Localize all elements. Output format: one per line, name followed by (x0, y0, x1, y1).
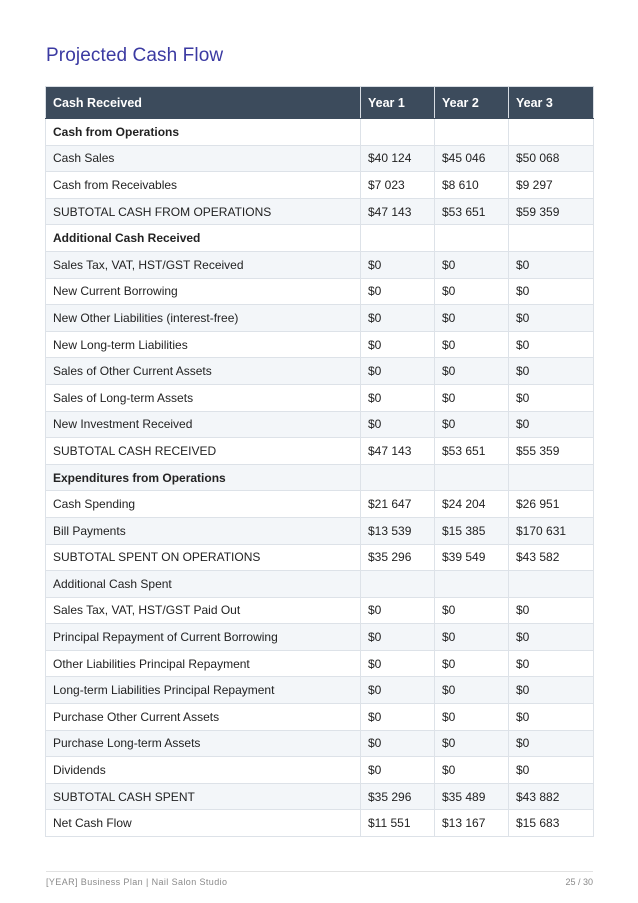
cell-year-2 (435, 571, 509, 598)
column-header-year-2: Year 2 (435, 87, 509, 119)
row-label: SUBTOTAL CASH RECEIVED (46, 438, 361, 465)
row-label: Cash from Receivables (46, 172, 361, 199)
cell-year-1: $35 296 (361, 544, 435, 571)
cell-year-3: $55 359 (509, 438, 594, 465)
table-row (46, 198, 594, 225)
cell-year-2: $8 610 (435, 172, 509, 199)
cell-year-3: $43 882 (509, 783, 594, 810)
row-label: Sales of Long-term Assets (46, 384, 361, 411)
row-label: Other Liabilities Principal Repayment (46, 650, 361, 677)
cell-year-1: $0 (361, 624, 435, 651)
table-row (46, 278, 594, 305)
cell-year-3 (509, 571, 594, 598)
cell-year-1 (361, 119, 435, 146)
cell-year-3 (509, 225, 594, 252)
cell-year-1: $47 143 (361, 438, 435, 465)
cell-year-1 (361, 225, 435, 252)
column-header-cash-received: Cash Received (46, 87, 361, 119)
cell-year-3: $0 (509, 278, 594, 305)
cell-year-1: $0 (361, 597, 435, 624)
cell-year-1: $0 (361, 650, 435, 677)
cell-year-1 (361, 464, 435, 491)
footer-page-number: 25 / 30 (565, 877, 593, 887)
cell-year-1: $0 (361, 757, 435, 784)
cell-year-1: $0 (361, 305, 435, 332)
cell-year-2: $0 (435, 597, 509, 624)
cell-year-3 (509, 464, 594, 491)
row-label: Additional Cash Received (46, 225, 361, 252)
table-row (46, 411, 594, 438)
cell-year-3 (509, 119, 594, 146)
cell-year-2: $0 (435, 650, 509, 677)
cell-year-3: $170 631 (509, 517, 594, 544)
cash-flow-table (45, 86, 594, 837)
row-label: Dividends (46, 757, 361, 784)
row-label: Sales Tax, VAT, HST/GST Paid Out (46, 597, 361, 624)
row-label: New Other Liabilities (interest-free) (46, 305, 361, 332)
table-row (46, 783, 594, 810)
cell-year-1: $0 (361, 358, 435, 385)
cell-year-2: $0 (435, 278, 509, 305)
table-row (46, 305, 594, 332)
cell-year-1: $13 539 (361, 517, 435, 544)
table-row (46, 119, 594, 146)
cell-year-3: $15 683 (509, 810, 594, 837)
row-label: Sales Tax, VAT, HST/GST Received (46, 251, 361, 278)
row-label: Purchase Other Current Assets (46, 704, 361, 731)
row-label: Cash Sales (46, 145, 361, 172)
cell-year-3: $0 (509, 305, 594, 332)
page-footer (46, 871, 593, 887)
cell-year-3: $0 (509, 757, 594, 784)
cell-year-1: $40 124 (361, 145, 435, 172)
table-row (46, 464, 594, 491)
cell-year-2: $0 (435, 730, 509, 757)
cell-year-3: $50 068 (509, 145, 594, 172)
table-row (46, 677, 594, 704)
table-row (46, 358, 594, 385)
table-row (46, 624, 594, 651)
cell-year-2: $0 (435, 358, 509, 385)
row-label: Sales of Other Current Assets (46, 358, 361, 385)
cell-year-2: $53 651 (435, 198, 509, 225)
cell-year-3: $0 (509, 624, 594, 651)
row-label: Bill Payments (46, 517, 361, 544)
cell-year-2: $0 (435, 677, 509, 704)
cell-year-2: $0 (435, 757, 509, 784)
table-row (46, 172, 594, 199)
table-row (46, 438, 594, 465)
row-label: Net Cash Flow (46, 810, 361, 837)
table-header (46, 87, 594, 119)
cell-year-2: $24 204 (435, 491, 509, 518)
table-row (46, 571, 594, 598)
row-label: Long-term Liabilities Principal Repayment (46, 677, 361, 704)
table-row (46, 544, 594, 571)
cell-year-1 (361, 571, 435, 598)
cell-year-2: $15 385 (435, 517, 509, 544)
cell-year-1: $0 (361, 251, 435, 278)
row-label: Additional Cash Spent (46, 571, 361, 598)
cell-year-2: $0 (435, 331, 509, 358)
header-row (46, 87, 594, 119)
cell-year-3: $0 (509, 650, 594, 677)
cell-year-2: $13 167 (435, 810, 509, 837)
cell-year-2: $0 (435, 704, 509, 731)
table-row (46, 331, 594, 358)
row-label: SUBTOTAL CASH SPENT (46, 783, 361, 810)
cell-year-2 (435, 225, 509, 252)
cell-year-3: $59 359 (509, 198, 594, 225)
cell-year-1: $0 (361, 331, 435, 358)
cell-year-3: $0 (509, 384, 594, 411)
cell-year-1: $0 (361, 411, 435, 438)
row-label: Purchase Long-term Assets (46, 730, 361, 757)
table-row (46, 704, 594, 731)
table-row (46, 225, 594, 252)
cell-year-3: $0 (509, 358, 594, 385)
cell-year-3: $26 951 (509, 491, 594, 518)
cell-year-3: $0 (509, 730, 594, 757)
cell-year-2: $0 (435, 384, 509, 411)
cell-year-1: $35 296 (361, 783, 435, 810)
table-row (46, 810, 594, 837)
cell-year-1: $0 (361, 677, 435, 704)
table-body (46, 119, 594, 837)
table-row (46, 597, 594, 624)
table-row (46, 517, 594, 544)
row-label: Cash from Operations (46, 119, 361, 146)
table-row (46, 384, 594, 411)
cell-year-3: $0 (509, 411, 594, 438)
table-row (46, 730, 594, 757)
cell-year-2: $39 549 (435, 544, 509, 571)
row-label: New Investment Received (46, 411, 361, 438)
table-row (46, 491, 594, 518)
cell-year-2: $0 (435, 624, 509, 651)
table-row (46, 650, 594, 677)
cell-year-1: $11 551 (361, 810, 435, 837)
cell-year-3: $43 582 (509, 544, 594, 571)
cell-year-2: $35 489 (435, 783, 509, 810)
cell-year-3: $0 (509, 597, 594, 624)
table-row (46, 757, 594, 784)
cell-year-3: $0 (509, 677, 594, 704)
cell-year-1: $0 (361, 704, 435, 731)
row-label: New Current Borrowing (46, 278, 361, 305)
cell-year-1: $21 647 (361, 491, 435, 518)
cell-year-2 (435, 119, 509, 146)
page-title: Projected Cash Flow (46, 45, 224, 66)
row-label: SUBTOTAL CASH FROM OPERATIONS (46, 198, 361, 225)
row-label: Cash Spending (46, 491, 361, 518)
cell-year-3: $0 (509, 704, 594, 731)
cell-year-3: $9 297 (509, 172, 594, 199)
cell-year-2: $45 046 (435, 145, 509, 172)
row-label: Principal Repayment of Current Borrowing (46, 624, 361, 651)
cell-year-2: $53 651 (435, 438, 509, 465)
table-row (46, 145, 594, 172)
cell-year-1: $0 (361, 384, 435, 411)
footer-document-title: [YEAR] Business Plan | Nail Salon Studio (46, 877, 228, 887)
cell-year-1: $0 (361, 730, 435, 757)
cell-year-2: $0 (435, 411, 509, 438)
cell-year-2 (435, 464, 509, 491)
row-label: Expenditures from Operations (46, 464, 361, 491)
cell-year-3: $0 (509, 331, 594, 358)
cell-year-2: $0 (435, 305, 509, 332)
cell-year-1: $0 (361, 278, 435, 305)
table-row (46, 251, 594, 278)
row-label: New Long-term Liabilities (46, 331, 361, 358)
column-header-year-1: Year 1 (361, 87, 435, 119)
cell-year-1: $7 023 (361, 172, 435, 199)
cell-year-2: $0 (435, 251, 509, 278)
cell-year-1: $47 143 (361, 198, 435, 225)
column-header-year-3: Year 3 (509, 87, 594, 119)
cell-year-3: $0 (509, 251, 594, 278)
row-label: SUBTOTAL SPENT ON OPERATIONS (46, 544, 361, 571)
